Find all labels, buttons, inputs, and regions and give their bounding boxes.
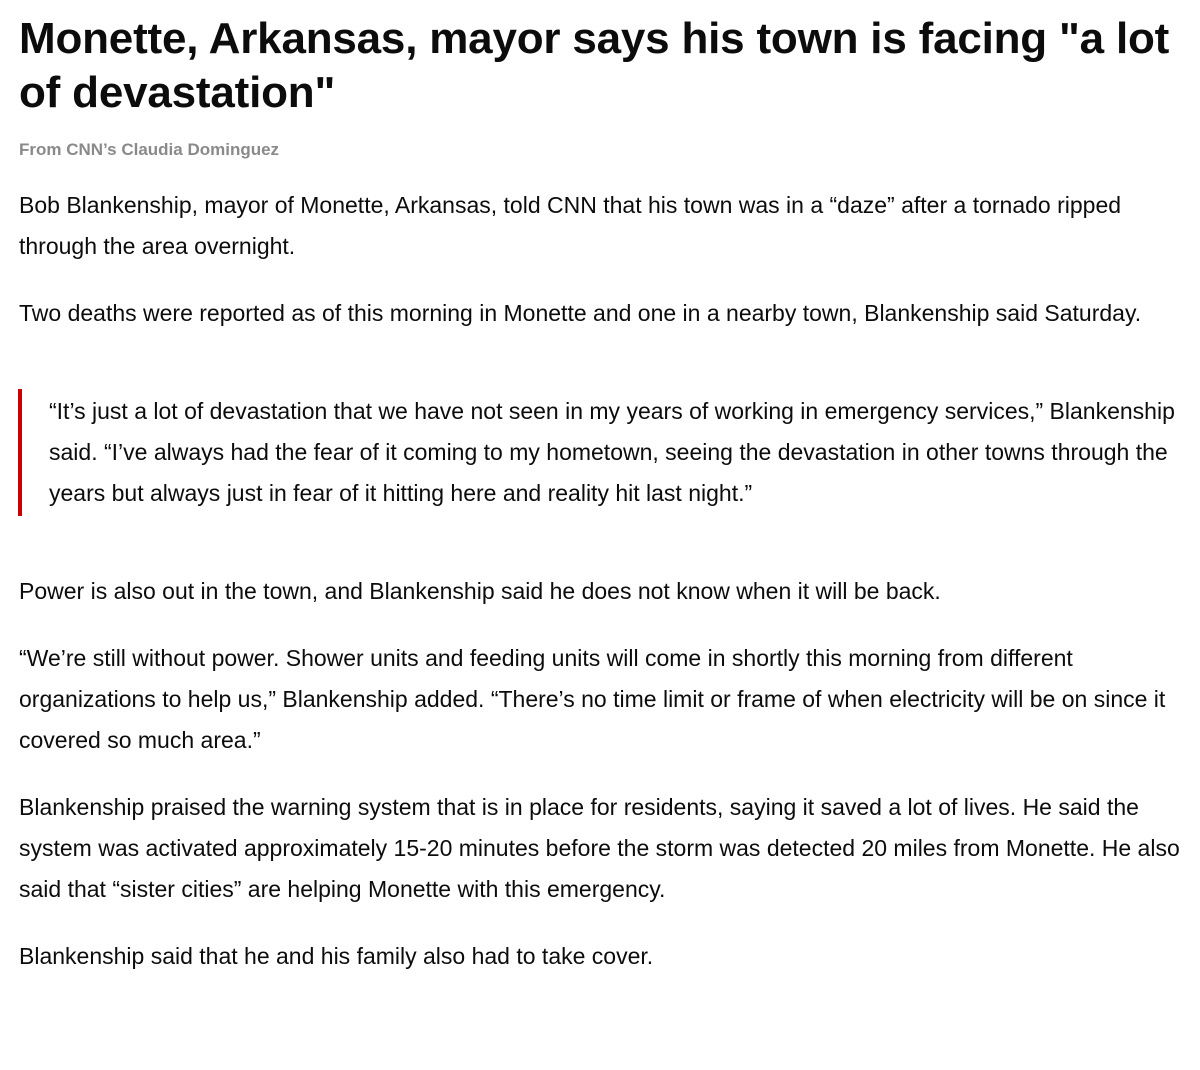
- pull-quote-text: “It’s just a lot of devastation that we have not seen in my years of working in emergency services,” Blankenship said. “I’ve always had the fear of it coming to my hometown, seeing the devastation in other towns through the years but always just in fear of it hitting here and reality hit last night.”: [49, 398, 1175, 506]
- paragraph: “We’re still without power. Shower units and feeding units will come in shortly this morning from different organizations to help us,” Blankenship added. “There’s no time limit or frame of when electricity will be on since it covered so much area.”: [19, 645, 1166, 753]
- headline: Monette, Arkansas, mayor says his town is facing "a lot of devastation": [19, 14, 1170, 117]
- byline: From CNN’s Claudia Dominguez: [19, 140, 280, 159]
- paragraph: Blankenship said that he and his family also had to take cover.: [19, 943, 654, 969]
- paragraph: Two deaths were reported as of this morning in Monette and one in a nearby town, Blankenship said Saturday.: [19, 300, 1142, 326]
- paragraph: Bob Blankenship, mayor of Monette, Arkansas, told CNN that his town was in a “daze” after a tornado ripped through the area overnight.: [19, 192, 1122, 259]
- pull-quote: [18, 389, 1180, 516]
- paragraph: Power is also out in the town, and Blankenship said he does not know when it will be back.: [19, 578, 941, 604]
- paragraph: Blankenship praised the warning system that is in place for residents, saying it saved a lot of lives. He said the system was activated approximately 15-20 minutes before the storm was detected 20 miles from Monette. He also said that “sister cities” are helping Monette with this emergency.: [19, 794, 1180, 902]
